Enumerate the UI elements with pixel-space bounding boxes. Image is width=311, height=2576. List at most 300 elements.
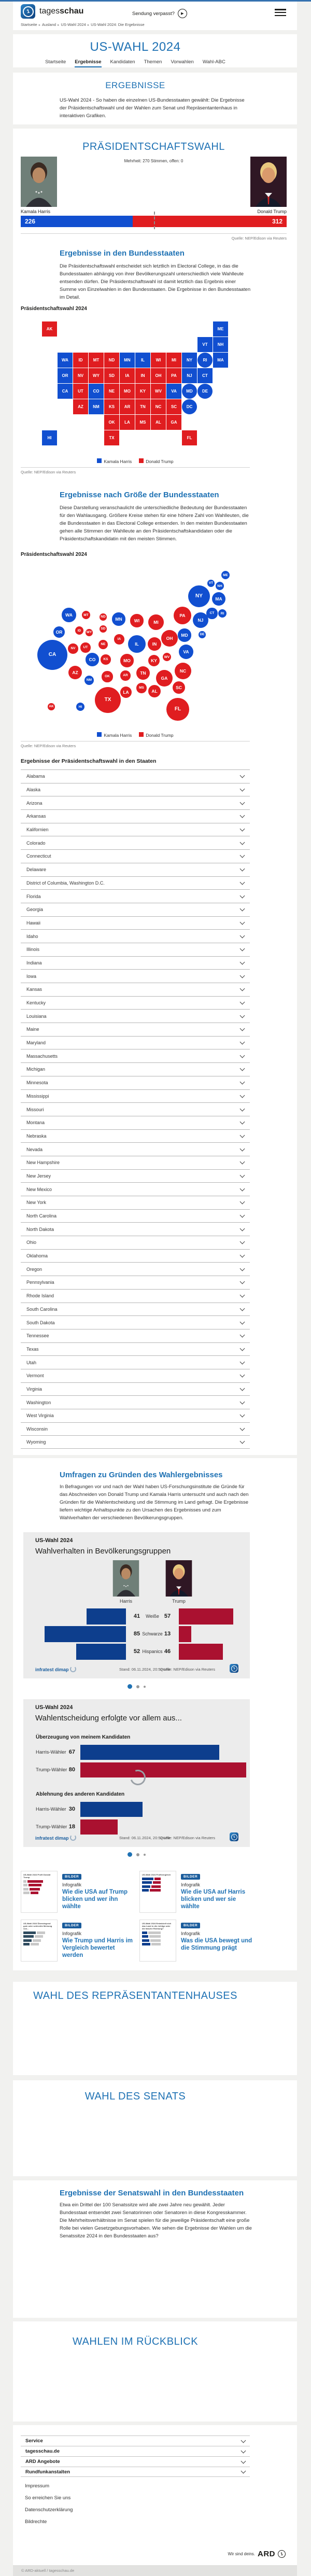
trump-electoral-segment: [133, 216, 287, 227]
president-heading: PRÄSIDENTSCHAFTSWAHL: [82, 141, 225, 152]
state-accordion-row[interactable]: [21, 943, 250, 956]
state-CT[interactable]: CT: [197, 368, 213, 383]
state-TN[interactable]: TN: [135, 399, 150, 414]
bubble-NH[interactable]: NH: [216, 582, 224, 590]
state-NJ[interactable]: NJ: [182, 368, 197, 383]
state-accordion-row[interactable]: [21, 1395, 250, 1409]
legend-swatch: [97, 732, 102, 737]
thumb-mini-bar-row: [142, 1881, 174, 1884]
trump-demo-value: 13: [164, 1631, 171, 1637]
ard-brand: [228, 2550, 286, 2558]
state-accordion-row[interactable]: [21, 1262, 250, 1276]
state-NE[interactable]: NE: [104, 384, 119, 399]
bubble-CA[interactable]: CA: [37, 640, 68, 670]
bubble-VA[interactable]: VA: [179, 645, 194, 660]
teaser-title[interactable]: Wie die USA auf Trump blicken und wer ihn wählte: [62, 1889, 128, 1910]
footer-link[interactable]: So erreichen Sie uns: [25, 2495, 71, 2501]
footer-accordions: [21, 2435, 250, 2477]
thumb-mini-bar-row: [23, 1931, 55, 1934]
state-LA[interactable]: LA: [120, 415, 135, 430]
state-accordion-row[interactable]: [21, 796, 250, 809]
bubble-NM[interactable]: NM: [84, 676, 94, 685]
bubble-RI[interactable]: RI: [218, 609, 227, 618]
bubble-OH[interactable]: OH: [161, 630, 178, 647]
state-WA[interactable]: WA: [58, 353, 73, 368]
state-NY[interactable]: NY: [182, 353, 197, 368]
state-AR[interactable]: AR: [120, 399, 135, 414]
carousel-dots[interactable]: [23, 1852, 250, 1857]
state-accordion-row[interactable]: [21, 983, 250, 996]
bilder-badge: BILDER: [62, 1874, 81, 1880]
state-accordion-row[interactable]: [21, 1342, 250, 1356]
state-ID[interactable]: ID: [73, 353, 88, 368]
breadcrumb-item[interactable]: Ausland: [41, 22, 56, 27]
legend-harris: Kamala Harris: [97, 458, 132, 464]
state-WI[interactable]: WI: [151, 353, 166, 368]
info1-title: Wahlverhalten in Bevölkerungsgruppen: [35, 1547, 171, 1556]
harris-photo: [21, 157, 57, 207]
state-name: Alabama: [26, 774, 45, 779]
breadcrumb-separator: ▸: [87, 23, 90, 27]
play-icon: ▶: [178, 9, 187, 18]
footer-accordion-label: Rundfunkanstalten: [25, 2469, 70, 2475]
bubble-LA[interactable]: LA: [120, 687, 132, 698]
state-accordion-row[interactable]: [21, 1435, 250, 1449]
state-accordion-row[interactable]: [21, 1036, 250, 1049]
state-accordion-row[interactable]: [21, 996, 250, 1010]
state-IN[interactable]: IN: [135, 368, 150, 383]
bubble-IL[interactable]: IL: [128, 635, 146, 653]
state-UT[interactable]: UT: [73, 384, 88, 399]
state-MN[interactable]: MN: [120, 353, 135, 368]
state-accordion-row[interactable]: [21, 783, 250, 796]
harris-photo-small: [111, 1560, 140, 1597]
teaser-title[interactable]: Wie die USA auf Harris blicken und wer sie wählte: [181, 1889, 246, 1910]
bubble-KY[interactable]: KY: [148, 655, 160, 667]
thumb-mini-bar-row: [23, 1943, 55, 1945]
ard-logo-icon: 1: [230, 1832, 238, 1841]
state-accordion-row[interactable]: [21, 956, 250, 970]
bubble-IN[interactable]: IN: [148, 637, 162, 651]
bubble-MN[interactable]: MN: [112, 612, 125, 625]
brand[interactable]: [21, 4, 83, 19]
state-accordion-row[interactable]: [21, 1289, 250, 1303]
state-accordion-row[interactable]: [21, 1023, 250, 1036]
state-name: Colorado: [26, 840, 46, 846]
thumb-title: US-Wahl 2024 Überwiegend gute oder schlechte Meinung von...: [23, 1922, 52, 1930]
legend-swatch: [97, 458, 102, 463]
trump-portrait-image: [164, 1560, 193, 1597]
info1-stand: Stand: 06.11.2024, 20:52 Uhr: [119, 1667, 170, 1672]
bubble-NJ[interactable]: NJ: [193, 612, 208, 628]
polls-text: In Befragungen vor und nach der Wahl haben US-Forschungsinstitute die Gründe für das Abschneiden von Donald Trump und Kamala Harris untersucht und auch nach den Gründen für die Wahlentscheidung und die Stimmung im Land gefragt. Die Ergebnisse liefern wichtige Anhaltspunkte zu den Ursachen des Ergebnisses und zum Wahlverhalten der verschiedenen Bevölkerungsgruppen.: [60, 1484, 249, 1521]
chevron-down-icon: [240, 773, 245, 778]
chevron-down-icon: [240, 1439, 245, 1444]
tab-vorwahlen[interactable]: Vorwahlen: [171, 59, 194, 65]
chevron-down-icon: [240, 1106, 245, 1111]
state-accordion-row[interactable]: [21, 1009, 250, 1023]
chevron-down-icon: [240, 1412, 245, 1418]
tab-wahl-abc[interactable]: Wahl-ABC: [202, 59, 225, 65]
states-accordion: [21, 769, 250, 1449]
state-TX[interactable]: TX: [104, 430, 119, 445]
house-heading: WAHL DES REPRÄSENTANTENHAUSES: [33, 1990, 237, 2001]
bilder-badge: BILDER: [181, 1923, 200, 1928]
state-accordion-row[interactable]: [21, 1049, 250, 1062]
state-accordion-row[interactable]: [21, 769, 250, 783]
bubble-CT[interactable]: CT: [206, 608, 217, 619]
state-accordion-row[interactable]: [21, 1102, 250, 1116]
chevron-down-icon: [240, 1132, 245, 1138]
tab-startseite[interactable]: Startseite: [45, 59, 66, 65]
bubble-WI[interactable]: WI: [130, 614, 143, 627]
size-heading: Ergebnisse nach Größe der Bundesstaaten: [60, 491, 219, 499]
teaser-thumbnail[interactable]: [21, 1871, 58, 1913]
info2-kicker: US-Wahl 2024: [35, 1704, 73, 1711]
state-accordion-row[interactable]: [21, 1209, 250, 1223]
state-name: Pennsylvania: [26, 1280, 54, 1285]
state-OR[interactable]: OR: [58, 368, 73, 383]
bubble-AZ[interactable]: AZ: [68, 666, 82, 680]
decision-group-label: Überzeugung von meinem Kandidaten: [36, 1734, 131, 1740]
bubble-MD[interactable]: MD: [178, 628, 191, 641]
harris-demo-bar: [45, 1626, 126, 1642]
chevron-down-icon: [240, 1319, 245, 1324]
decision-row-label: Harris-Wähler: [36, 1749, 66, 1755]
state-name: Indiana: [26, 960, 42, 965]
state-accordion-row[interactable]: [21, 1422, 250, 1436]
infratest-dimap-logo: infratest dimap: [35, 1835, 76, 1841]
state-FL[interactable]: FL: [182, 430, 197, 445]
state-name: Nebraska: [26, 1133, 47, 1139]
state-accordion-row[interactable]: [21, 1249, 250, 1263]
teaser-kicker: Infografik: [62, 1882, 82, 1887]
bubble-VT[interactable]: VT: [207, 580, 215, 587]
footer-accordion-service[interactable]: [21, 2435, 250, 2446]
harris-name: Kamala Harris: [21, 209, 51, 214]
state-name: Florida: [26, 893, 41, 899]
breadcrumb-item[interactable]: Startseite: [21, 22, 37, 27]
state-name: North Dakota: [26, 1226, 54, 1232]
state-accordion-row[interactable]: [21, 1076, 250, 1089]
chevron-down-icon: [240, 893, 245, 898]
state-accordion-row[interactable]: [21, 1355, 250, 1369]
footer-link[interactable]: Impressum: [25, 2483, 49, 2489]
state-SD[interactable]: SD: [104, 368, 119, 383]
teaser-thumbnail[interactable]: [139, 1920, 176, 1962]
harris-portrait-image: [111, 1560, 140, 1597]
state-accordion-row[interactable]: [21, 1129, 250, 1143]
state-VT[interactable]: VT: [197, 337, 213, 352]
chevron-down-icon: [240, 1000, 245, 1005]
state-NH[interactable]: NH: [213, 337, 228, 352]
state-accordion-row[interactable]: [21, 969, 250, 983]
breadcrumb-separator: ▸: [58, 23, 60, 27]
state-name: Kansas: [26, 987, 43, 992]
state-NM[interactable]: NM: [89, 399, 104, 414]
state-MD[interactable]: MD: [182, 384, 197, 399]
state-VA[interactable]: VA: [166, 384, 181, 399]
bubble-FL[interactable]: FL: [166, 698, 189, 721]
teaser-1[interactable]: [21, 1871, 137, 1913]
state-KY[interactable]: KY: [135, 384, 150, 399]
state-accordion-row[interactable]: [21, 876, 250, 890]
menu-button[interactable]: [275, 7, 286, 18]
state-accordion-row[interactable]: [21, 903, 250, 916]
bubble-NY[interactable]: NY: [188, 585, 210, 607]
bubble-SD[interactable]: SD: [100, 625, 107, 633]
chevron-down-icon: [240, 1333, 245, 1338]
bubble-TN[interactable]: TN: [136, 666, 150, 680]
state-accordion-row[interactable]: [21, 809, 250, 823]
bubble-OK[interactable]: OK: [102, 671, 112, 682]
state-accordion-row[interactable]: [21, 889, 250, 903]
chevron-down-icon: [240, 1173, 245, 1178]
bubble-HI[interactable]: HI: [76, 703, 84, 711]
state-name: District of Columbia, Washington D.C.: [26, 880, 105, 886]
chevron-down-icon: [240, 1159, 245, 1165]
state-name: Rhode Island: [26, 1293, 54, 1299]
bubble-NV[interactable]: NV: [68, 643, 78, 654]
state-AL[interactable]: AL: [151, 415, 166, 430]
dot[interactable]: [144, 1854, 146, 1856]
bubble-MA[interactable]: MA: [212, 592, 226, 606]
teaser-title[interactable]: Was die USA bewegt und die Stimmung prägt: [181, 1938, 252, 1951]
teaser-3[interactable]: [21, 1920, 137, 1962]
state-accordion-row[interactable]: [21, 1315, 250, 1329]
state-ND[interactable]: ND: [104, 353, 119, 368]
states-heading: Ergebnisse in den Bundesstaaten: [60, 249, 185, 258]
state-name: Nevada: [26, 1146, 43, 1152]
missed-show-button[interactable]: [132, 9, 187, 18]
state-name: New York: [26, 1200, 47, 1206]
bubble-MO[interactable]: MO: [120, 654, 133, 667]
dot[interactable]: [136, 1853, 139, 1856]
footer-accordion-ardangebote[interactable]: [21, 2456, 250, 2467]
infographic-decision: [23, 1699, 250, 1847]
tab-kandidaten[interactable]: Kandidaten: [110, 59, 135, 65]
state-MS[interactable]: MS: [135, 415, 150, 430]
state-name: Arkansas: [26, 814, 46, 819]
state-name: Oklahoma: [26, 1253, 48, 1259]
bubble-MI[interactable]: MI: [148, 614, 164, 631]
state-CO[interactable]: CO: [89, 384, 104, 399]
state-name: Michigan: [26, 1067, 46, 1072]
hamburger-icon: [275, 9, 286, 10]
bubble-NE[interactable]: NE: [98, 640, 108, 649]
thumb-mini-bar-row: [142, 1931, 174, 1934]
bubble-ME[interactable]: ME: [221, 571, 230, 579]
thumb-mini-bar-row: [142, 1939, 174, 1942]
demo-group-label: Weiße: [146, 1614, 159, 1619]
state-accordion-row[interactable]: [21, 1222, 250, 1236]
bubble-NC[interactable]: NC: [175, 663, 191, 679]
dot[interactable]: [144, 1686, 146, 1688]
demo-group-label: Schwarze: [142, 1631, 163, 1636]
state-DC[interactable]: DC: [182, 399, 197, 414]
bubble-SC[interactable]: SC: [173, 681, 185, 694]
state-SC[interactable]: SC: [166, 399, 181, 414]
thumb-mini-bar-row: [142, 1943, 174, 1945]
bubble-MT[interactable]: MT: [82, 611, 90, 619]
state-accordion-row[interactable]: [21, 916, 250, 930]
dot[interactable]: [136, 1685, 139, 1688]
bubble-AR[interactable]: AR: [120, 670, 131, 681]
bubble-PA[interactable]: PA: [174, 607, 192, 625]
state-KS[interactable]: KS: [104, 399, 119, 414]
state-accordion-row[interactable]: [21, 1409, 250, 1422]
state-AK[interactable]: AK: [42, 321, 57, 337]
state-IA[interactable]: IA: [120, 368, 135, 383]
breadcrumb[interactable]: [21, 22, 145, 27]
state-name: Ohio: [26, 1240, 37, 1245]
teaser-4[interactable]: [139, 1920, 256, 1962]
chevron-down-icon: [240, 1213, 245, 1218]
state-RI[interactable]: RI: [197, 353, 213, 368]
tab-themen[interactable]: Themen: [144, 59, 162, 65]
footer-link[interactable]: Bildrechte: [25, 2519, 47, 2525]
state-accordion-row[interactable]: [21, 1196, 250, 1209]
teaser-title[interactable]: Wie Trump und Harris im Vergleich bewertet werden: [62, 1938, 133, 1958]
chevron-down-icon: [241, 2458, 246, 2463]
trump-demo-value: 57: [164, 1613, 171, 1619]
state-NC[interactable]: NC: [151, 399, 166, 414]
chevron-down-icon: [240, 1013, 245, 1018]
state-accordion-row[interactable]: [21, 1116, 250, 1129]
state-accordion-row[interactable]: [21, 1382, 250, 1396]
state-accordion-row[interactable]: [21, 863, 250, 876]
bubble-DE[interactable]: DE: [199, 631, 206, 638]
teaser-thumbnail[interactable]: [139, 1871, 176, 1913]
state-WY[interactable]: WY: [89, 368, 104, 383]
bubble-IA[interactable]: IA: [114, 634, 124, 645]
state-name: Tennessee: [26, 1333, 49, 1339]
dot-active[interactable]: [128, 1852, 132, 1857]
ard-one-icon: 1: [277, 2550, 287, 2559]
state-name: New Hampshire: [26, 1160, 60, 1166]
tab-ergebnisse[interactable]: Ergebnisse: [75, 59, 101, 67]
state-accordion-row[interactable]: [21, 836, 250, 849]
thumb-mini-bar-row: [23, 1935, 55, 1938]
state-accordion-row[interactable]: [21, 1156, 250, 1169]
state-name: Washington: [26, 1399, 51, 1405]
state-accordion-row[interactable]: [21, 823, 250, 836]
state-accordion-row[interactable]: [21, 1182, 250, 1196]
state-DE[interactable]: DE: [197, 384, 213, 399]
state-accordion-row[interactable]: [21, 1329, 250, 1342]
footer-accordion-rundfunkanstalten[interactable]: [21, 2467, 250, 2477]
state-accordion-row[interactable]: [21, 1089, 250, 1103]
state-OK[interactable]: OK: [104, 415, 119, 430]
bubble-KS[interactable]: KS: [101, 654, 111, 665]
state-accordion-row[interactable]: [21, 1303, 250, 1316]
legend-swatch: [139, 732, 144, 737]
state-accordion-row[interactable]: [21, 1062, 250, 1076]
trump-demo-bar: [179, 1626, 191, 1642]
state-MT[interactable]: MT: [89, 353, 104, 368]
state-name: Alaska: [26, 787, 41, 793]
header: [13, 2, 297, 30]
info1-source: Quelle: NEP/Edison via Reuters: [160, 1667, 215, 1672]
bubble-OR[interactable]: OR: [53, 626, 65, 638]
teaser-kicker: Infografik: [62, 1931, 82, 1936]
bubble-WY[interactable]: WY: [86, 629, 93, 636]
state-MI[interactable]: MI: [166, 353, 181, 368]
bubble-ID[interactable]: ID: [75, 626, 83, 635]
senate-results-text: Etwa ein Drittel der 100 Senatssitze wird alle zwei Jahre neu gewählt. Jeder Bundesstaat entsendet zwei Senatorinnen oder Senatoren in diese Kongresskammer. Die Mehrheitsverhältnisse im Senat spielen für die jeweilige Präsidentschaft eine große Rolle bei vielen Gesetzgebungsvorhaben. Wie sehen die Ergebnisse der Wahlen um die Senatssitze 2024 in den Bundesstaaten aus?: [60, 2202, 252, 2239]
state-accordion-row[interactable]: [21, 849, 250, 863]
state-AZ[interactable]: AZ: [73, 399, 88, 414]
state-accordion-row[interactable]: [21, 1169, 250, 1183]
state-accordion-row[interactable]: [21, 1369, 250, 1382]
bubble-CO[interactable]: CO: [86, 653, 98, 666]
bubble-TX[interactable]: TX: [95, 687, 121, 713]
chevron-down-icon: [240, 1279, 245, 1284]
state-IL[interactable]: IL: [135, 353, 150, 368]
dot-active[interactable]: [128, 1684, 132, 1689]
state-name: Maine: [26, 1027, 39, 1032]
chevron-down-icon: [240, 1119, 245, 1125]
state-ME[interactable]: ME: [213, 321, 228, 337]
teaser-text: [62, 1920, 137, 1962]
state-name: Vermont: [26, 1373, 44, 1379]
state-OH[interactable]: OH: [151, 368, 166, 383]
state-NV[interactable]: NV: [73, 368, 88, 383]
bubble-ND[interactable]: ND: [100, 613, 107, 621]
breadcrumb-item[interactable]: US-Wahl 2024: [61, 22, 86, 27]
bubble-GA[interactable]: GA: [156, 670, 173, 687]
intro-card: [13, 73, 297, 124]
decision-row-bar: [80, 1762, 246, 1777]
state-accordion-row[interactable]: [21, 929, 250, 943]
thumb-mini-bar-row: [142, 1935, 174, 1938]
state-CA[interactable]: CA: [58, 384, 73, 399]
map-legend: [21, 458, 250, 464]
bubble-MS[interactable]: MS: [136, 683, 147, 693]
teaser-2[interactable]: [139, 1871, 256, 1913]
trump-electoral-votes: 312: [272, 218, 282, 225]
bubble-AK[interactable]: AK: [48, 703, 55, 710]
bubble-AL[interactable]: AL: [148, 685, 161, 697]
state-MO[interactable]: MO: [120, 384, 135, 399]
teaser-thumbnail[interactable]: [21, 1920, 58, 1962]
chevron-down-icon: [240, 1226, 245, 1231]
president-card: [13, 129, 297, 1455]
state-PA[interactable]: PA: [166, 368, 181, 383]
bubble-source: Quelle: NEP/Edison via Reuters: [21, 744, 76, 748]
breadcrumb-item[interactable]: US-Wahl 2024: Die Ergebnisse: [91, 22, 145, 27]
bubble-WV[interactable]: WV: [163, 653, 171, 661]
bubble-UT[interactable]: UT: [80, 642, 91, 653]
bubble-WA[interactable]: WA: [62, 608, 76, 622]
state-MA[interactable]: MA: [213, 353, 228, 368]
harris-portrait-image: [21, 157, 57, 207]
state-accordion-row[interactable]: [21, 1236, 250, 1249]
teaser-text: [62, 1871, 137, 1913]
state-HI[interactable]: HI: [42, 430, 57, 445]
carousel-dots[interactable]: [23, 1684, 250, 1689]
footer-accordion-tagesschaude[interactable]: [21, 2446, 250, 2456]
state-accordion-row[interactable]: [21, 1142, 250, 1156]
trump-portrait-image: [250, 157, 287, 207]
state-accordion-row[interactable]: [21, 1276, 250, 1289]
state-GA[interactable]: GA: [166, 415, 181, 430]
state-name: Montana: [26, 1120, 45, 1126]
bubble-cartogram: [13, 564, 297, 730]
thumb-mini-bar-row: [23, 1939, 55, 1942]
state-WV[interactable]: WV: [151, 384, 166, 399]
footer-link[interactable]: Datenschutzerklärung: [25, 2507, 73, 2513]
